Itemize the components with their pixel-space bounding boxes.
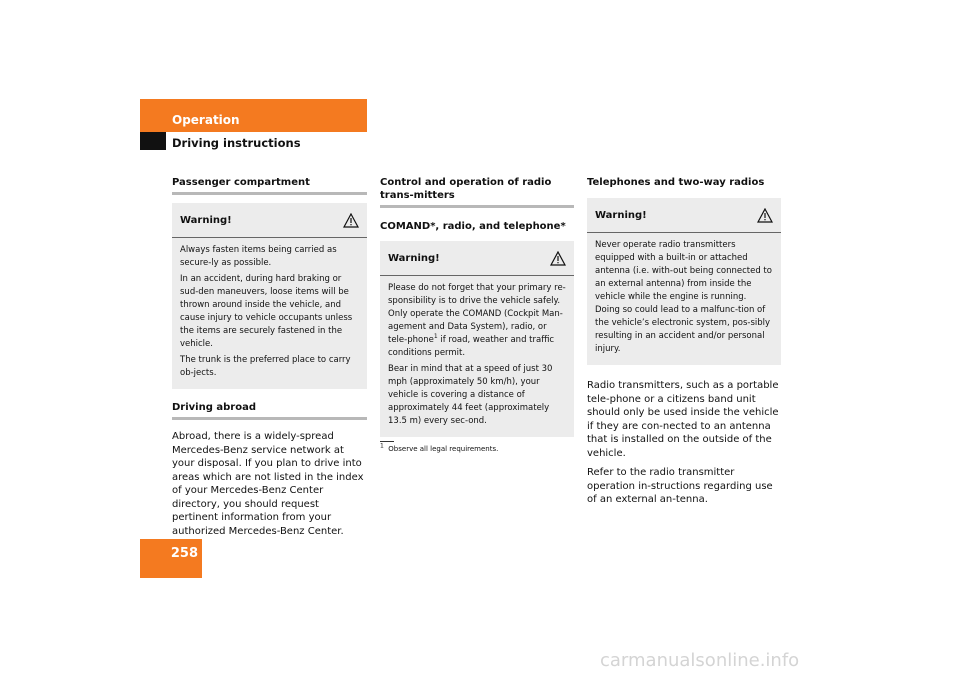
column-1 <box>172 176 367 544</box>
warning-text: In an accident, during hard braking or sud-den maneuvers, loose items will be thrown around inside the vehicle, and cause injury to vehicle occupants unless the items are securely fastened in the vehicle. <box>180 274 353 349</box>
warning-box <box>172 203 367 389</box>
warning-box <box>380 241 574 437</box>
warning-text: Please do not forget that your primary re-sponsibility is to drive the vehicle safely. Only operate the COMAND (Cockpit Man-agement and Data System), radio, or tele-phone$^1$ if road, weather and traffic conditions permit. <box>388 283 566 358</box>
subsection-title: Driving instructions <box>172 136 301 150</box>
warning-label: Warning! <box>388 252 440 264</box>
page-number: 258 <box>170 546 198 561</box>
watermark-text: carmanualsonline.info <box>600 650 800 671</box>
warning-text: The trunk is the preferred place to carry ob-jects. <box>180 355 351 378</box>
footnote: $^1$ Observe all legal requirements. <box>380 442 499 453</box>
warning-triangle-icon <box>757 208 773 223</box>
warning-triangle-icon <box>550 251 566 266</box>
warning-text: Bear in mind that at a speed of just 30 mph (approximately 50 km/h), your vehicle is covering a distance of approximately 44 feet (approximately 13.5 m) every sec-ond. <box>388 364 553 426</box>
external-antenna-text: Refer to the radio transmitter operation in-structions regarding use of an external an-tenna. <box>587 467 773 505</box>
warning-triangle-icon <box>343 213 359 228</box>
column-2 <box>380 176 574 454</box>
footnote-ref: 1 <box>433 333 438 341</box>
radio-transmitters-text: Radio transmitters, such as a portable tele-phone or a citizens band unit should only be used inside the vehicle if they are con-nected to an antenna that is installed on the outside of the vehicle. <box>587 380 779 459</box>
warning-text: Always fasten items being carried as secure-ly as possible. <box>180 245 337 268</box>
warning-text: Never operate radio transmitters equipped with a built-in or attached antenna (i.e. with-out being connected to an external antenna) from inside the vehicle while the engine is running. Doing so could lead to a malfunc-tion of the vehicle’s electronic system, pos-sibly resulting in an accident and/or personal injury. <box>595 240 772 354</box>
warning-box <box>587 198 781 365</box>
column-3 <box>587 176 781 513</box>
warning-header <box>172 203 367 238</box>
passenger-compartment-heading: Passenger compartment <box>172 176 367 195</box>
radio-transmitters-heading: Control and operation of radio trans-mitters <box>380 176 574 208</box>
warning-label: Warning! <box>595 209 647 221</box>
warning-header <box>587 198 781 233</box>
header-marker <box>140 132 166 150</box>
comand-subheading: COMAND*, radio, and telephone* <box>380 221 566 232</box>
section-title: Operation <box>172 113 240 127</box>
driving-abroad-text: Abroad, there is a widely-spread Mercedes-Benz service network at your disposal. If you plan to drive into areas which are not listed in the index of your Mercedes-Benz Center directory, you should request pertinent information from your authorized Mercedes-Benz Center. <box>172 431 364 537</box>
warning-label: Warning! <box>180 214 232 226</box>
telephones-heading: Telephones and two-way radios <box>587 177 765 188</box>
driving-abroad-heading: Driving abroad <box>172 401 367 420</box>
warning-header <box>380 241 574 276</box>
